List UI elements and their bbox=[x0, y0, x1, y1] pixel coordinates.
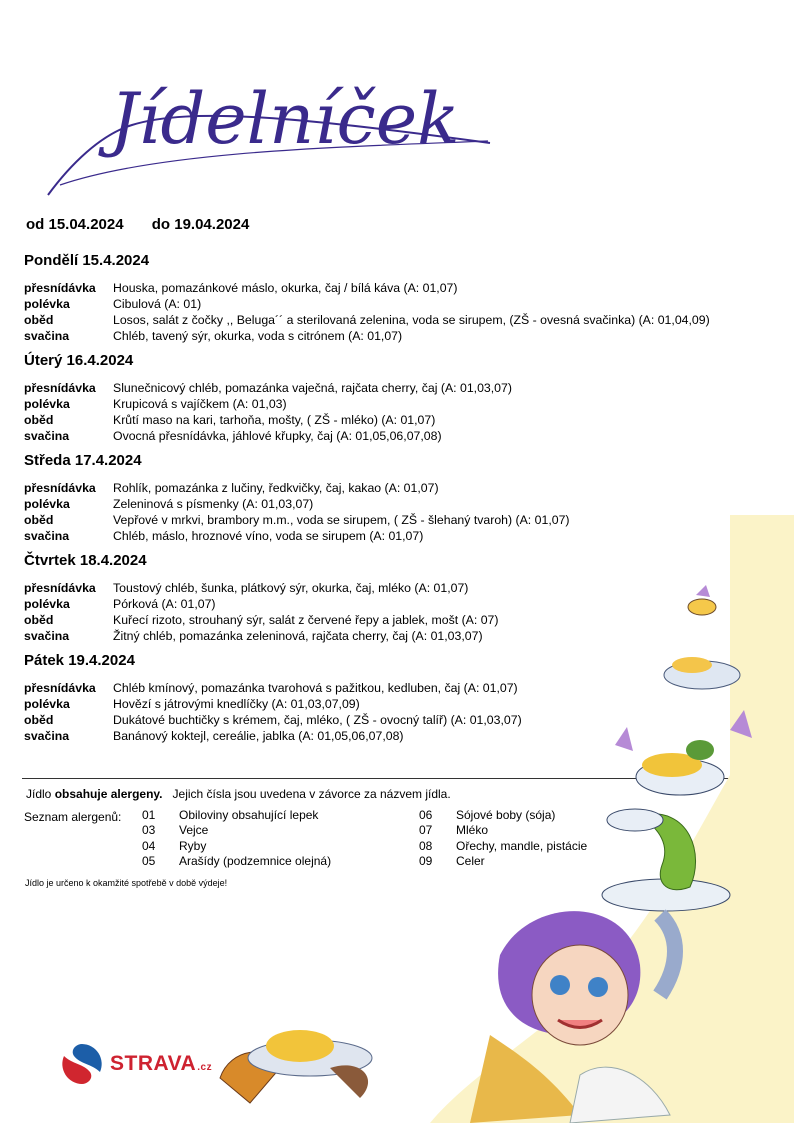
page-title: Jídelníček bbox=[110, 78, 460, 160]
meal-text: Zeleninová s písmenky (A: 01,03,07) bbox=[113, 497, 314, 511]
strava-logo: STRAVA.cz bbox=[60, 1042, 212, 1086]
day-section bbox=[24, 352, 744, 444]
meal-text: Toustový chléb, šunka, plátkový sýr, okurka, čaj, mléko (A: 01,07) bbox=[113, 581, 469, 595]
meal-text: Ovocná přesnídávka, jáhlové křupky, čaj (A: 01,05,06,07,08) bbox=[113, 429, 442, 443]
meal-label: polévka bbox=[24, 697, 70, 711]
meal-row bbox=[24, 328, 744, 344]
allergen-item bbox=[142, 808, 331, 823]
fairy-illustration bbox=[430, 515, 794, 1123]
meal-label: svačina bbox=[24, 529, 70, 543]
meal-row bbox=[24, 396, 744, 412]
allergen-name: Obiloviny obsahující lepek bbox=[179, 808, 319, 822]
allergen-number: 04 bbox=[142, 838, 156, 853]
meal-label: polévka bbox=[24, 597, 70, 611]
bowl-illustration bbox=[210, 1008, 390, 1108]
meal-label: polévka bbox=[24, 297, 70, 311]
meal-label: oběd bbox=[24, 313, 54, 327]
period-to: do 19.04.2024 bbox=[151, 216, 250, 233]
allergen-number: 07 bbox=[419, 823, 433, 838]
allergen-name: Celer bbox=[456, 853, 485, 868]
meal-label: svačina bbox=[24, 429, 70, 443]
allergen-item bbox=[142, 823, 331, 838]
meal-text: Slunečnicový chléb, pomazánka vaječná, rajčata cherry, čaj (A: 01,03,07) bbox=[113, 381, 512, 395]
meal-text: Cibulová (A: 01) bbox=[113, 297, 202, 311]
meal-row bbox=[24, 412, 744, 428]
strava-logo-icon bbox=[60, 1042, 104, 1086]
allergen-name: Sójové boby (sója) bbox=[456, 808, 556, 822]
meal-text: Vepřové v mrkvi, brambory m.m., voda se sirupem, ( ZŠ - šlehaný tvaroh) (A: 01,07) bbox=[113, 513, 570, 527]
meal-row bbox=[24, 480, 744, 496]
meal-label: oběd bbox=[24, 713, 54, 727]
allergen-list-label: Seznam alergenů: bbox=[24, 810, 122, 824]
allergen-name: Mléko bbox=[456, 823, 489, 838]
meal-label: přesnídávka bbox=[24, 281, 96, 295]
meal-text: Rohlík, pomazánka z lučiny, ředkvičky, čaj, kakao (A: 01,07) bbox=[113, 481, 439, 495]
title-calligraphy bbox=[40, 55, 500, 205]
day-title: Čtvrtek 18.4.2024 bbox=[24, 552, 147, 569]
meal-text: Pórková (A: 01,07) bbox=[113, 597, 216, 611]
meal-label: oběd bbox=[24, 413, 54, 427]
meal-label: přesnídávka bbox=[24, 681, 96, 695]
meal-text: Houska, pomazánkové máslo, okurka, čaj / bílá káva (A: 01,07) bbox=[113, 281, 458, 295]
allergen-name: Ořechy, mandle, pistácie bbox=[456, 838, 588, 853]
allergen-number: 05 bbox=[142, 853, 156, 868]
meal-row bbox=[24, 312, 744, 328]
meal-row bbox=[24, 428, 744, 444]
allergen-name: Ryby bbox=[179, 838, 207, 853]
meal-text: Banánový koktejl, cereálie, jablka (A: 01,05,06,07,08) bbox=[113, 729, 404, 743]
meal-label: svačina bbox=[24, 729, 70, 743]
allergen-number: 03 bbox=[142, 823, 156, 838]
allergen-number: 06 bbox=[419, 808, 433, 822]
meal-text: Krupicová s vajíčkem (A: 01,03) bbox=[113, 397, 287, 411]
meal-text: Chléb, tavený sýr, okurka, voda s citrónem (A: 01,07) bbox=[113, 329, 403, 343]
meal-text: Losos, salát z čočky ,, Beluga´´ a sterilovaná zelenina, voda se sirupem, (ZŠ - ovesná svačinka) (A: 01,04,09) bbox=[113, 313, 710, 327]
meal-text: Kuřecí rizoto, strouhaný sýr, salát z červené řepy a jablek, mošt (A: 07) bbox=[113, 613, 499, 627]
allergen-item bbox=[142, 839, 331, 854]
meal-row bbox=[24, 380, 744, 396]
day-section bbox=[24, 252, 744, 344]
day-title: Pátek 19.4.2024 bbox=[24, 652, 135, 669]
footnote: Jídlo je určeno k okamžité spotřebě v době výdeje! bbox=[25, 878, 228, 888]
day-title: Pondělí 15.4.2024 bbox=[24, 252, 150, 269]
meal-label: přesnídávka bbox=[24, 481, 96, 495]
day-title: Úterý 16.4.2024 bbox=[24, 352, 134, 369]
allergen-name: Arašídy (podzemnice olejná) bbox=[179, 853, 332, 868]
meal-text: Hovězí s játrovými knedlíčky (A: 01,03,07,09) bbox=[113, 697, 360, 711]
period-from: od 15.04.2024 bbox=[26, 216, 124, 233]
meal-row bbox=[24, 296, 744, 312]
allergen-note: Jídlo obsahuje alergeny. Jejich čísla jsou uvedena v závorce za názvem jídla. bbox=[26, 787, 451, 801]
meal-label: polévka bbox=[24, 497, 70, 511]
meal-text: Krůtí maso na kari, tarhoňa, mošty, ( ZŠ - mléko) (A: 01,07) bbox=[113, 413, 436, 427]
menu-period bbox=[26, 216, 273, 233]
meal-label: oběd bbox=[24, 513, 54, 527]
meal-row bbox=[24, 496, 744, 512]
allergen-number: 01 bbox=[142, 808, 156, 822]
meal-text: Chléb, máslo, hroznové víno, voda se sirupem (A: 01,07) bbox=[113, 529, 424, 543]
meal-text: Žitný chléb, pomazánka zeleninová, rajčata cherry, čaj (A: 01,03,07) bbox=[113, 629, 483, 643]
meal-label: přesnídávka bbox=[24, 381, 96, 395]
meal-label: oběd bbox=[24, 613, 54, 627]
allergen-name: Vejce bbox=[179, 823, 209, 838]
allergen-number: 08 bbox=[419, 838, 433, 853]
meal-label: svačina bbox=[24, 329, 70, 343]
meal-text: Chléb kmínový, pomazánka tvarohová s pažitkou, kedluben, čaj (A: 01,07) bbox=[113, 681, 518, 695]
meal-text: Dukátové buchtičky s krémem, čaj, mléko, ( ZŠ - ovocný talíř) (A: 01,03,07) bbox=[113, 713, 522, 727]
meal-row bbox=[24, 280, 744, 296]
meal-label: svačina bbox=[24, 629, 70, 643]
day-title: Středa 17.4.2024 bbox=[24, 452, 142, 469]
meal-label: polévka bbox=[24, 397, 70, 411]
allergen-item bbox=[142, 854, 331, 869]
meal-label: přesnídávka bbox=[24, 581, 96, 595]
allergen-number: 09 bbox=[419, 853, 433, 868]
allergen-column-1 bbox=[142, 808, 331, 869]
